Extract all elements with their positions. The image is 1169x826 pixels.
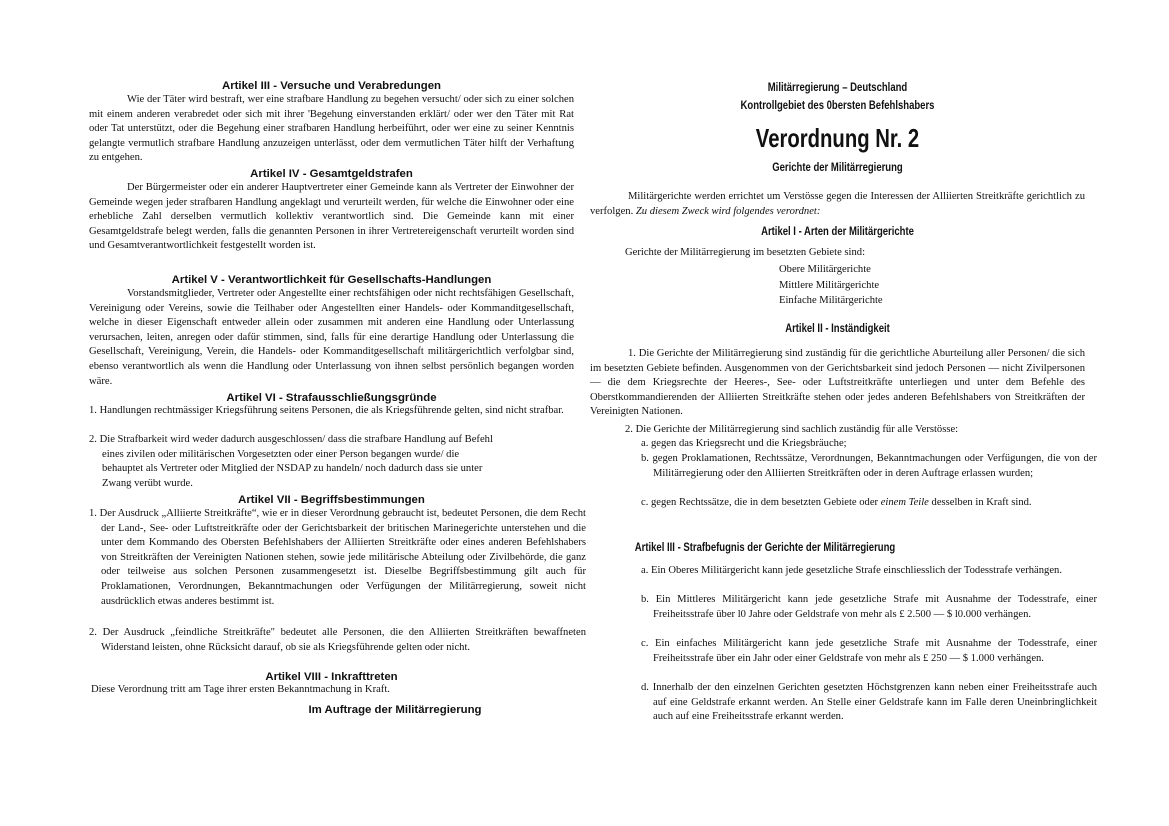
art3r-item-b: b. Ein Mittleres Militärgericht kann jede gesetzliche Strafe mit Ausnahme der Todesstrafe, einer Freiheitsstrafe über l0 Jahre oder Geldstrafe von mehr als £ 2.500 — $ l0.000 verhängen.: [641, 594, 1097, 620]
art2-item-c: [641, 496, 1097, 511]
art7-heading: Artikel VII - Begriffsbestimmungen: [238, 494, 425, 506]
art3r-item-d: d. Innerhalb der den einzelnen Gerichten gesetzten Höchstgrenzen kann neben einer Freiheitsstrafe auch auf eine Geldstrafe erkannt werden. An Stelle einer Geldstrafe kann im Falle deren Uneinbringlichkeit auch auf eine Freiheitsstrafe erkannt werden.: [641, 682, 1097, 723]
art6-heading: Artikel VI - Strafausschließungsgründe: [226, 392, 437, 404]
art3r-item-c: c. Ein einfaches Militärgericht kann jede gesetzliche Strafe mit Ausnahme der Todesstrafe, einer Freiheitsstrafe über ein Jahr oder einer Geldstrafe von mehr als £ 250 — $ 1.000 verhängen.: [641, 638, 1097, 664]
art8-text: Diese Verordnung tritt am Tage ihrer ersten Bekanntmachung in Kraft.: [91, 684, 390, 695]
art2-p1: 1. Die Gerichte der Militärregierung sind zuständig für die gerichtliche Aburteilung aller Personen/ die sich im besetzten Gebiete befinden. Ausgenommen von der Gerichtsbarkeit sind jedoch Personen — nicht Zivilpersonen — die dem Kriegsrechte der Heeres-, See- oder Luftstreitkräfte unterliegen und unter dem Befehle des Oberstkommandierenden der Alliierten Streitkräfte stehen oder jedes anderen Befehlshabers von Streitkräften der Vereinigten Nationen.: [590, 348, 1085, 418]
art6-item2-line: Zwang verübt wurde.: [102, 477, 193, 489]
art6-item2-line: eines zivilen oder militärischen Vorgesetzten oder einer Person begangen wurde/ die: [102, 448, 460, 460]
intro-paragraph: [590, 190, 1085, 219]
art6-item2: [89, 433, 574, 491]
art5-text: Vorstandsmitglieder, Vertreter oder Angestellte einer rechtsfähigen oder nicht rechtsfähigen Gesellschaft, Vereinigung oder Vereins, sowie die Teilhaber oder Angestellten einer Handels- oder Kommanditgesellschaft, welche in dieser Eigenschaft entweder allein oder zusammen mit anderen eine Handlung oder Unterlassung verursachen, leiten, anregen oder dafür stimmen, sind, falls für eine derartige Handlung oder Unterlassung die Gesellschaft, Vereinigung, Verein, die Handels- oder Kommanditgesellschaft militärgerichtlich verfolgbar sind, ebenso verantwortlich als wenn die Handlung oder Unterlassung von ihnen selbst persönlich begangen worden wäre.: [89, 288, 574, 387]
intro-text: Militärgerichte werden errichtet um Verstösse gegen die Interessen der Alliierten Streitkräfte gerichtlich zu verfolgen.: [590, 191, 1085, 217]
art5-heading: Artikel V - Verantwortlichkeit für Gesellschafts-Handlungen: [171, 274, 492, 286]
art4-heading: Artikel IV - Gesamtgeldstrafen: [250, 168, 413, 180]
art1-heading: Artikel I - Arten der Militärgerichte: [761, 225, 914, 238]
art2-item-c-text: c. gegen Rechtssätze, die in dem besetzten Gebiete oder: [641, 497, 881, 508]
art6-item1: 1. Handlungen rechtmässiger Kriegsführung seitens Personen, die als Kriegsführende gelten, sind nicht strafbar.: [89, 405, 564, 416]
art6-item2-line: 2. Die Strafbarkeit wird weder dadurch ausgeschlossen/ dass die strafbare Handlung auf Befehl: [89, 434, 493, 445]
court-type: Obere Militärgerichte: [779, 264, 871, 275]
art8-heading: Artikel VIII - Inkrafttreten: [265, 671, 398, 683]
intro-text-italic: Zu diesem Zweck wird folgendes verordnet:: [635, 205, 821, 217]
court-type: Mittlere Militärgerichte: [779, 279, 880, 291]
art6-item2-line: behauptet als Vertreter oder Mitglied der NSDAP zu handeln/ noch dadurch dass sie unter: [102, 463, 483, 475]
document-subtitle: Gerichte der Militärregierung: [772, 161, 903, 174]
art2-item-c-text: desselben in Kraft sind.: [928, 497, 1032, 508]
art3r-item-a: a. Ein Oberes Militärgericht kann jede gesetzliche Strafe einschliesslich der Todesstrafe verhängen.: [641, 565, 1062, 576]
art3r-heading: Artikel III - Strafbefugnis der Gerichte der Militärregierung: [634, 541, 896, 554]
art3-text: Wie der Täter wird bestraft, wer eine strafbare Handlung zu begehen versucht/ oder sich zu einer solchen mit einem anderen verabredet oder sich mit ihrer 'Begehung einverstanden erklärt/ oder wer den Täter mit Rat oder Tat unterstützt, oder die Begehung einer strafbaren Handlung herbeiführt, oder wer eine zu seiner Kenntnis gelangte vermutlich strafbare Handlung anzuzeigen unterlässt, oder dem vermutlichen Täter hilft der Verhaftung zu entgehen.: [89, 94, 574, 164]
art7-item1: 1. Der Ausdruck „Alliierte Streitkräfte“, wie er in dieser Verordnung gebraucht ist, bedeutet Personen, die dem Recht der Land-, See- oder Luftstreitkräfte oder der Gerichtsbarkeit der britischen Marinegerichte unterstehen und die unter dem Kommando des Obersten Befehlshabers der Alliierten Streitkräfte oder eines anderen Befehlshabers von Streitkräften der Vereinigten Nationen stehen, sowie jede militärische Abteilung oder Zivilbehörde, die ganz oder teilweise aus solchen Personen zusammengesetzt ist. Dieselbe Begriffsbestimmung gilt auch für Proklamationen, Verordnungen, Bekanntmachungen oder Verfügungen der Militärregierung, soweit nicht ausdrücklich etwas anderes bestimmt ist.: [89, 508, 586, 607]
art2-heading: Artikel II - Inständigkeit: [785, 322, 890, 335]
header-line1: Militärregierung – Deutschland: [767, 81, 908, 94]
art3-heading: Artikel III - Versuche und Verabredungen: [221, 80, 441, 92]
signature: Im Auftrage der Militärregierung: [308, 704, 482, 716]
art7-item2: 2. Der Ausdruck „feindliche Streitkräfte" bedeutet alle Personen, die den Alliierten Streitkräften bewaffneten Widerstand leisten, ohne Rücksicht darauf, ob sie als Kriegsführende gelten oder nicht.: [89, 627, 586, 653]
court-type: Einfache Militärgerichte: [779, 295, 883, 307]
document-title: Verordnung Nr. 2: [755, 123, 920, 153]
courts-list: [779, 262, 883, 309]
art1-lead: Gerichte der Militärregierung im besetzten Gebiete sind:: [625, 247, 866, 258]
header-line2: Kontrollgebiet des 0bersten Befehlshabers: [740, 99, 935, 112]
art2-item-a: a. gegen das Kriegsrecht und die Kriegsbräuche;: [641, 438, 847, 449]
art2-p2: 2. Die Gerichte der Militärregierung sind sachlich zuständig für alle Verstösse:: [625, 424, 959, 435]
art2-item-c-italic: einem Teile: [880, 497, 929, 508]
art4-text: Der Bürgermeister oder ein anderer Hauptvertreter einer Gemeinde kann als Vertreter der Einwohner der Gemeinde wegen jeder strafbaren Handlung angeklagt und verurteilt werden, für welche die Einwohner oder eine erhebliche Zahl derselben vermutlich kollektiv verantwortlich sind. Die Gemeinde kann mit einer Gesamtgeldstrafe belegt werden, falls die genannten Personen in ihrer Vertretereigenschaft verurteilt worden sind und Gesamtverantwortlichkeit festgestellt worden ist.: [89, 182, 574, 252]
art2-item-b: b. gegen Proklamationen, Rechtssätze, Verordnungen, Bekanntmachungen oder Verfügungen, die von der Militärregierung oder den Alliierten Streitkräften oder in deren Auftrage erlassen wurden;: [641, 453, 1097, 479]
